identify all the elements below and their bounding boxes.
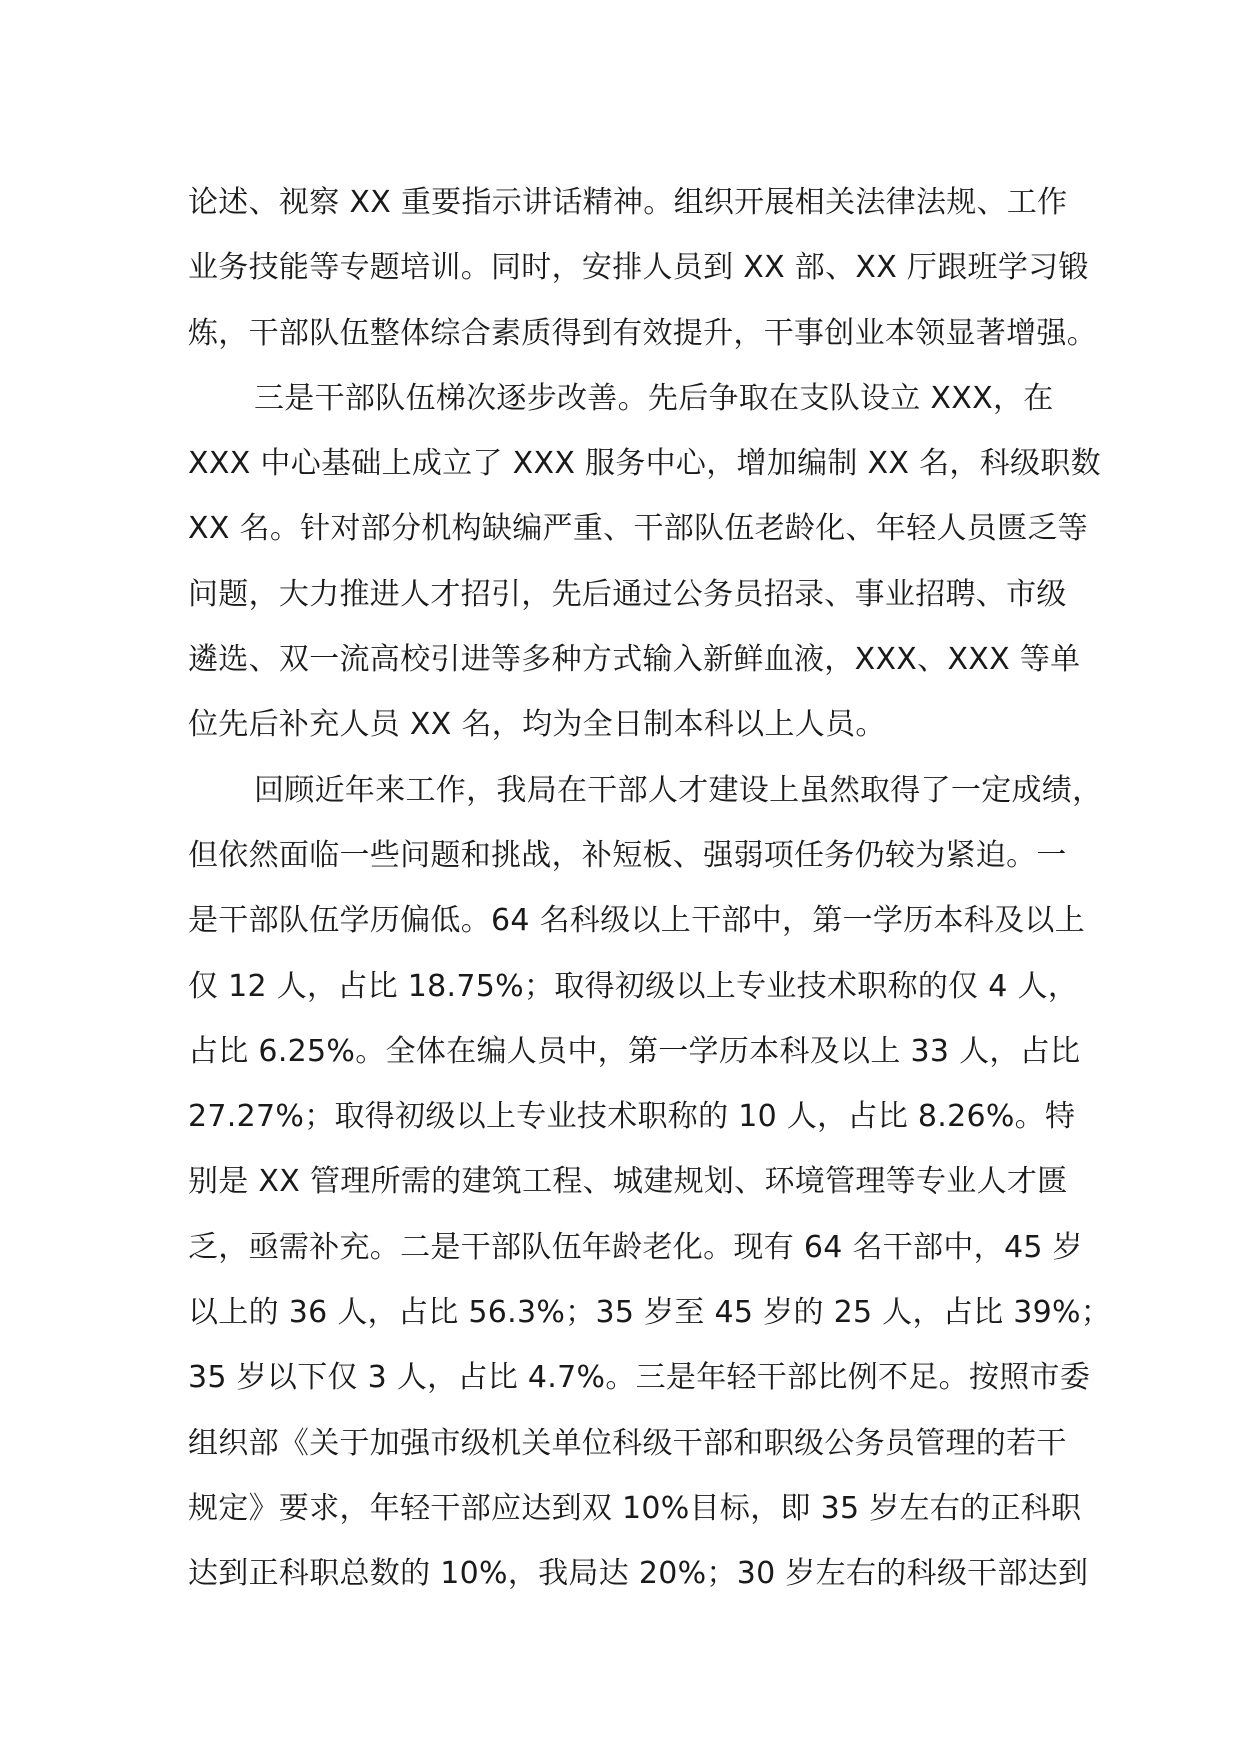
text-line: 乏，亟需补充。二是干部队伍年龄老化。现有 64 名干部中，45 岁	[188, 1229, 1083, 1265]
text-line: 35 岁以下仅 3 人，占比 4.7%。三是年轻干部比例不足。按照市委	[188, 1360, 1091, 1396]
text-line: 组织部《关于加强市级机关单位科级干部和职级公务员管理的若干	[188, 1425, 1067, 1461]
paragraph-start-line: 回顾近年来工作，我局在干部人才建设上虽然取得了一定成绩，	[254, 772, 1103, 808]
text-line: 位先后补充人员 XX 名，均为全日制本科以上人员。	[188, 707, 886, 743]
text-line: 27.27%；取得初级以上专业技术职称的 10 人，占比 8.26%。特	[188, 1099, 1076, 1135]
text-line: 别是 XX 管理所需的建筑工程、城建规划、环境管理等专业人才匮	[188, 1164, 1068, 1200]
body-text	[188, 170, 1112, 1607]
text-line: 仅 12 人，占比 18.75%；取得初级以上专业技术职称的仅 4 人，	[188, 968, 1079, 1004]
text-line: 遴选、双一流高校引进等多种方式输入新鲜血液，XXX、XXX 等单	[188, 642, 1081, 678]
text-line: 以上的 36 人，占比 56.3%；35 岁至 45 岁的 25 人，占比 39%；	[188, 1295, 1112, 1331]
text-line: XX 名。针对部分机构缺编严重、干部队伍老龄化、年轻人员匮乏等	[188, 511, 1088, 547]
text-line: 但依然面临一些问题和挑战，补短板、强弱项任务仍较为紧迫。一	[188, 837, 1067, 873]
text-line: 占比 6.25%。全体在编人员中，第一学历本科及以上 33 人，占比	[188, 1033, 1081, 1069]
text-line: 规定》要求，年轻干部应达到双 10%目标，即 35 岁左右的正科职	[188, 1490, 1082, 1526]
text-line: 达到正科职总数的 10%，我局达 20%；30 岁左右的科级干部达到	[188, 1556, 1089, 1592]
text-line: 问题，大力推进人才招引，先后通过公务员招录、事业招聘、市级	[188, 576, 1067, 612]
text-line: 炼，干部队伍整体综合素质得到有效提升，干事创业本领显著增强。	[188, 315, 1097, 351]
paragraph-start-line: 三是干部队伍梯次逐步改善。先后争取在支队设立 XXX，在	[254, 380, 1054, 416]
text-line: 是干部队伍学历偏低。64 名科级以上干部中，第一学历本科及以上	[188, 903, 1086, 939]
text-line: XXX 中心基础上成立了 XXX 服务中心，增加编制 XX 名，科级职数	[188, 446, 1101, 482]
text-line: 论述、视察 XX 重要指示讲话精神。组织开展相关法律法规、工作	[188, 185, 1068, 220]
text-line: 业务技能等专题培训。同时，安排人员到 XX 部、XX 厅跟班学习锻	[188, 250, 1089, 286]
